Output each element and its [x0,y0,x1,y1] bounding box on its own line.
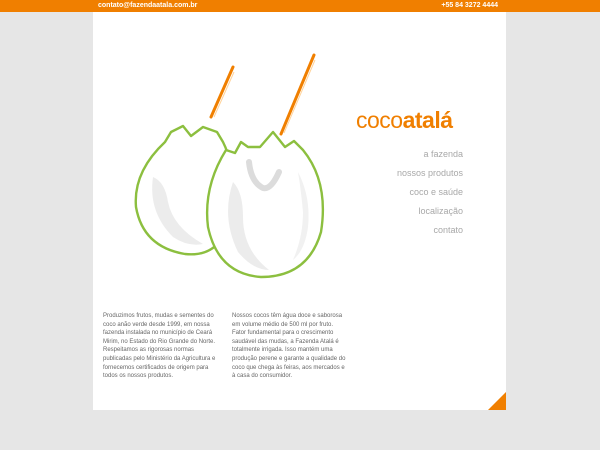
nav-item-localizacao[interactable]: localização [418,206,463,216]
text-column-about: Produzimos frutos, mudas e sementes do coco anão verde desde 1999, em nossa fazenda instalada no município de Ceará Mirim, no Estado do Rio Grande do Norte. Respeitamos as rigorosas normas publicadas pelo Ministério da Agricultura e fornecemos certificados de origem para todos os nossos produtos. [103,313,216,380]
main-panel [93,12,506,410]
logo-part-atala: atalá [402,107,453,133]
nav-item-a-fazenda[interactable]: a fazenda [423,149,463,159]
brand-logo[interactable] [356,107,453,133]
text-column-quality: Nossos cocos têm água doce e saborosa em volume médio de 500 ml por fruto. Fator fundamental para o crescimento saudável das mudas, a Fazenda Atalá é totalmente irrigada. Isso mantém uma produção perene e garante a qualidade do coco que chega às feiras, aos mercados e à casa do consumidor. [232,313,346,380]
main-nav [397,145,463,240]
contact-email[interactable]: contato@fazendaatala.com.br [98,2,198,9]
nav-item-contato[interactable]: contato [433,225,463,235]
nav-item-coco-e-saude[interactable]: coco e saúde [409,187,463,197]
coconut-illustration [93,12,353,302]
nav-item-nossos-produtos[interactable]: nossos produtos [396,168,463,178]
corner-triangle [488,392,506,410]
top-bar [0,0,600,12]
logo-part-coco: coco [356,107,403,133]
contact-phone: +55 84 3272 4444 [441,2,498,9]
